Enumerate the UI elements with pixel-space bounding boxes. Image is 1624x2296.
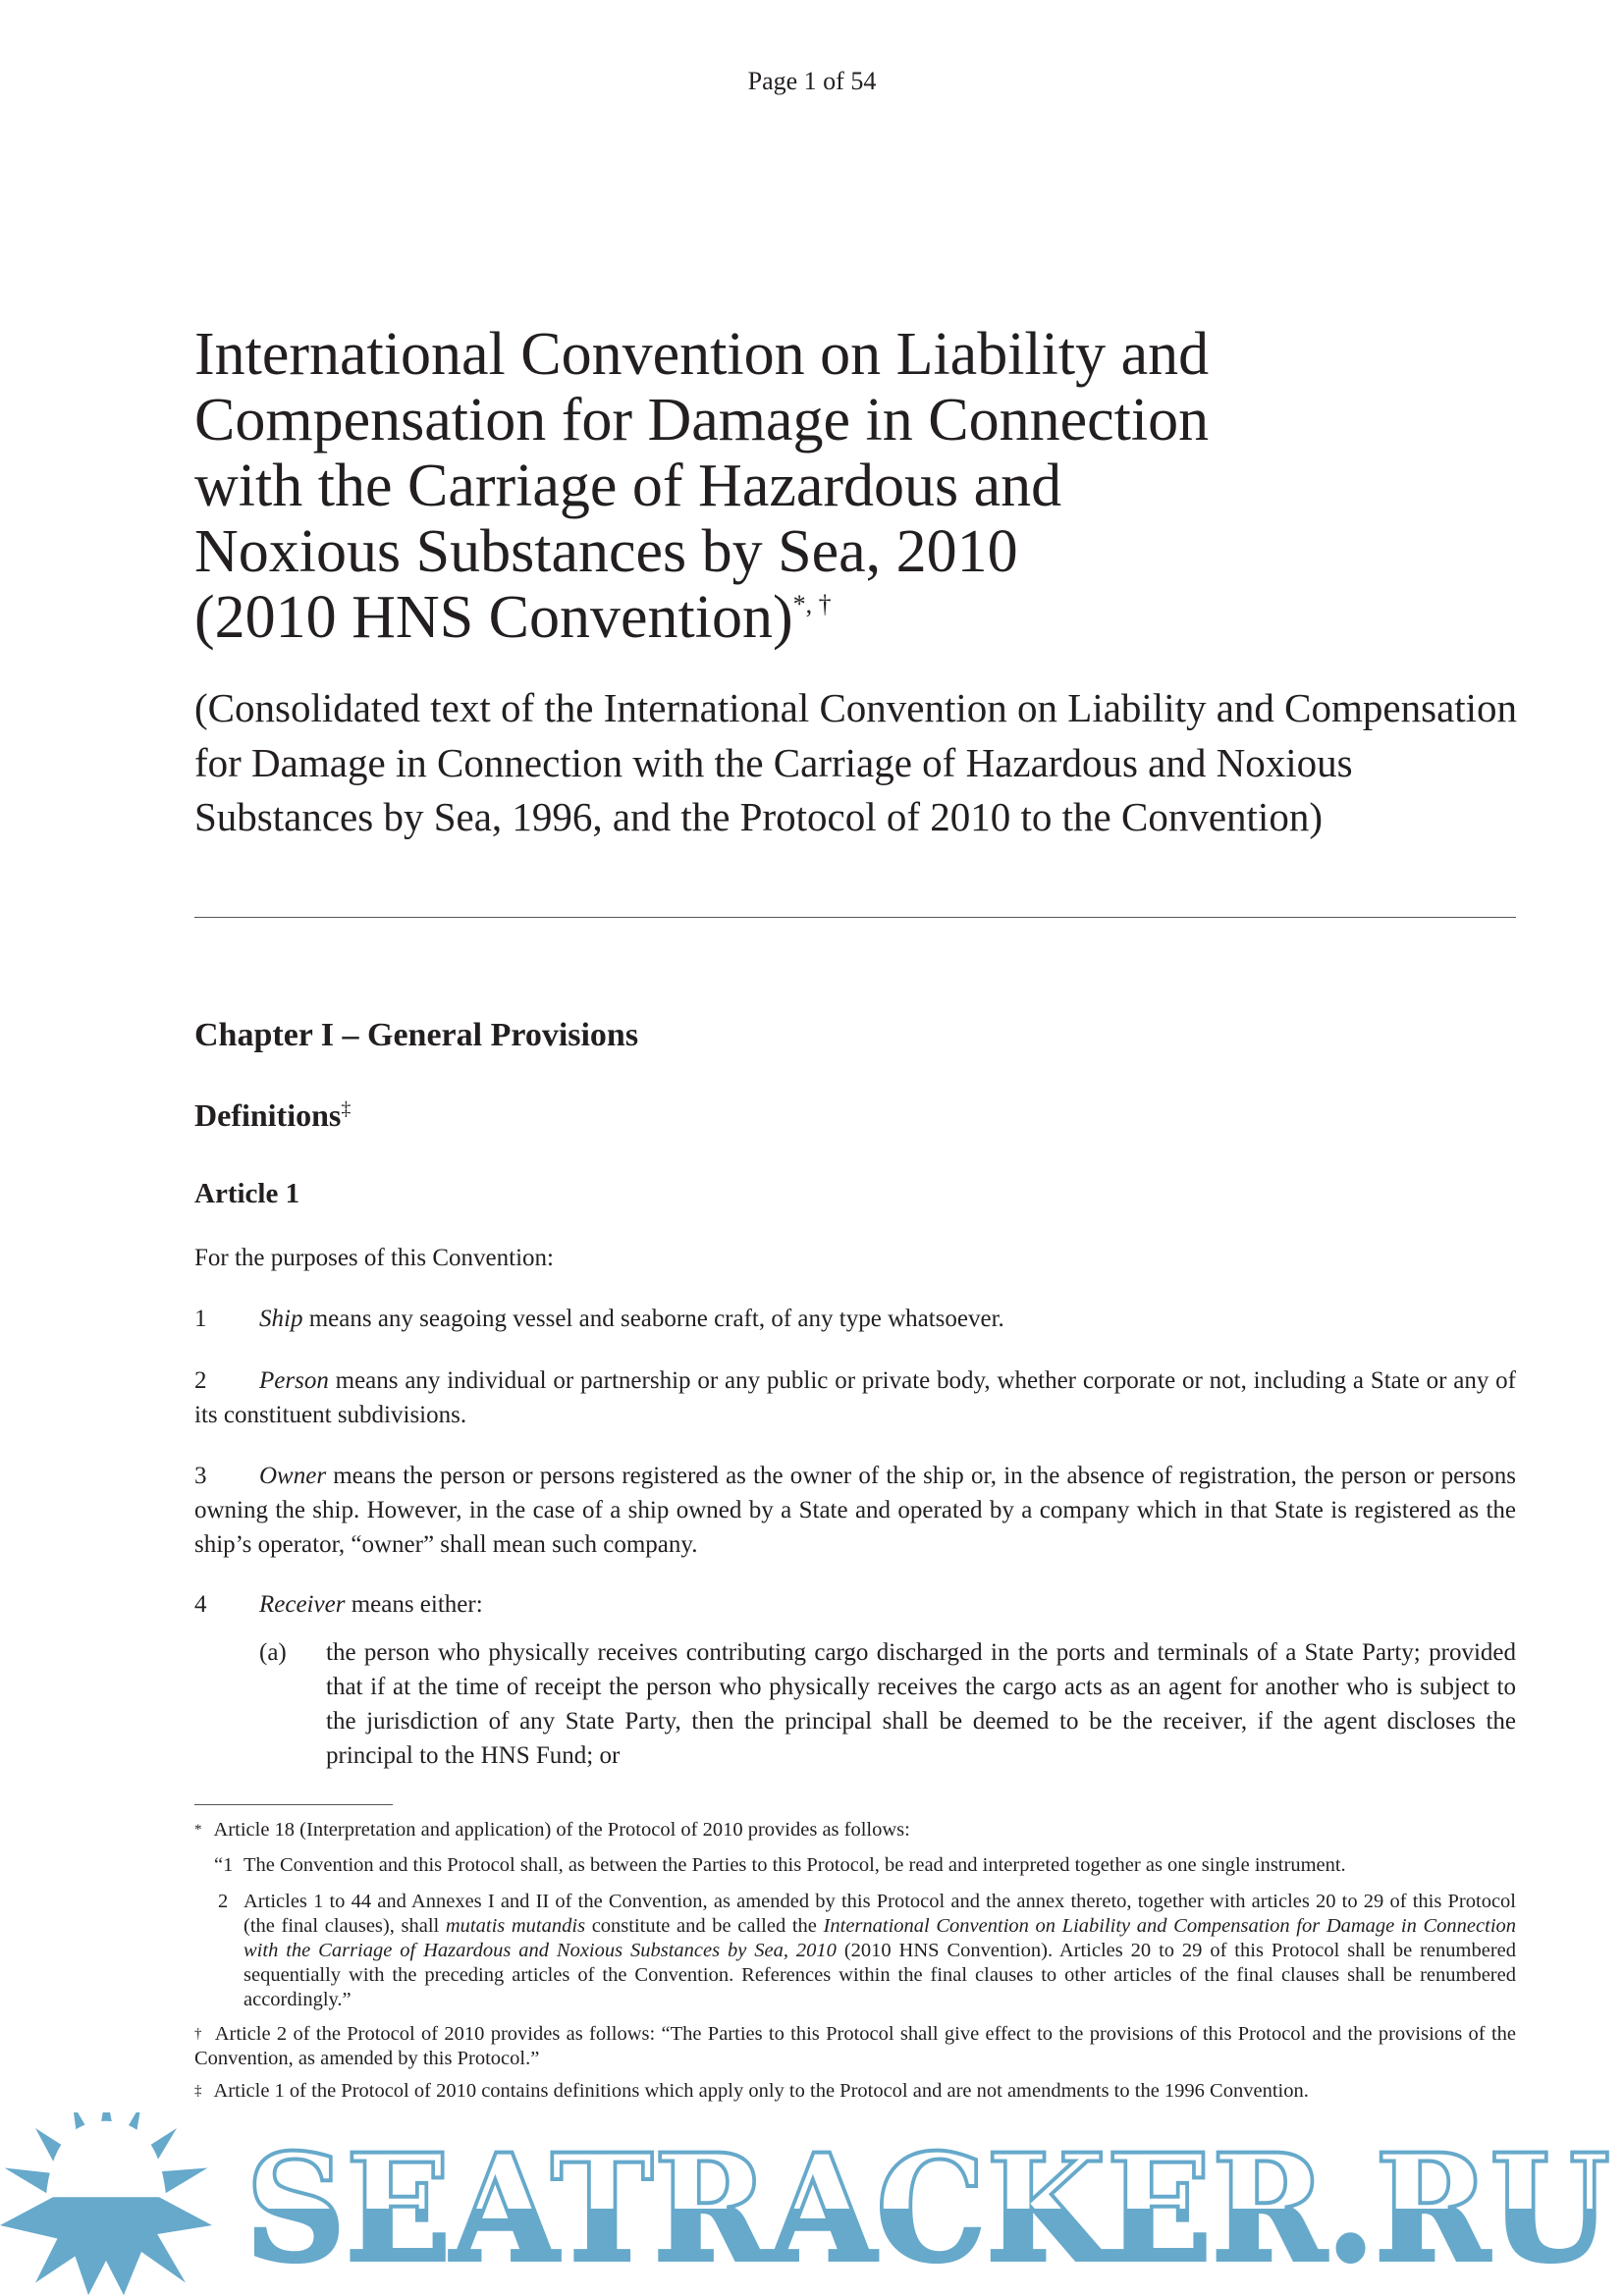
- item-text: means any individual or partnership or any public or private body, whether corporate or not, including a State or any of its constituent subdivisions.: [194, 1367, 1516, 1428]
- watermark-logo: [0, 2112, 1624, 2296]
- title-line: with the Carriage of Hazardous and: [194, 453, 1062, 519]
- definition-item: [194, 1459, 1516, 1562]
- quote-text: Articles 1 to 44 and Annexes I and II of the Convention, as amended by this Protocol and the annex thereto, together with articles 20 to 29 of this Protocol (the final clauses), shall: [244, 1891, 1516, 1937]
- chapter-heading: Chapter I – General Provisions: [194, 1017, 639, 1053]
- quote-label: “1: [214, 1854, 234, 1876]
- quote-text: (2010 HNS Convention). Articles 20 to 29 of this Protocol shall be renumbered sequentially with the preceding articles of the Convention. References within the final clauses to other articles of the final clauses shall be renumbered accordingly.”: [244, 1940, 1516, 2010]
- document-subtitle: (Consolidated text of the International Convention on Liability and Compensation for Damage in Connection with the Carriage of Hazardous and Noxious Substances by Sea, 1996, and the Protocol of 2010 to the Convention): [194, 685, 1518, 839]
- quote-text: constitute and be called the: [585, 1915, 824, 1937]
- item-number: 4: [194, 1591, 207, 1618]
- footnote-divider: [194, 1804, 393, 1805]
- item-number: 2: [194, 1367, 207, 1394]
- article-heading: Article 1: [194, 1178, 300, 1209]
- title-line: Compensation for Damage in Connection: [194, 387, 1210, 454]
- term: Receiver: [259, 1591, 346, 1618]
- intro-text: For the purposes of this Convention:: [194, 1245, 554, 1271]
- footnote: [194, 2079, 1516, 2104]
- item-text: means either:: [345, 1591, 483, 1618]
- term: Ship: [259, 1306, 303, 1332]
- footnote-mark: ‡: [194, 2083, 202, 2099]
- item-number: 1: [194, 1306, 207, 1332]
- divider: [194, 917, 1516, 918]
- sub-item-label: (a): [259, 1639, 287, 1666]
- definition-item: [194, 1302, 1516, 1336]
- definitions-label: Definitions: [194, 1097, 342, 1133]
- item-text: means the person or persons registered as the owner of the ship or, in the absence of registration, the person or persons owning the ship. However, in the case of a ship owned by a State and operated by a company which in that State is registered as the ship’s operator, “owner” shall mean such company.: [194, 1463, 1516, 1558]
- footnote-quote: [214, 1853, 1516, 1878]
- sub-item-text: the person who physically receives contributing cargo discharged in the ports and terminals of a State Party; provided that if at the time of receipt the person who physically receives the cargo acts as an agent for another who is subject to the jurisdiction of any State Party, then the principal shall be deemed to be the receiver, if the agent discloses the principal to the HNS Fund; or: [326, 1639, 1516, 1769]
- footnote-marks: *, †: [792, 590, 832, 618]
- footnote-text: Article 18 (Interpretation and application) of the Protocol of 2010 provides as follows:: [213, 1819, 910, 1841]
- footnote-mark: †: [194, 2026, 203, 2042]
- item-number: 3: [194, 1463, 207, 1489]
- section-heading: [194, 1097, 351, 1134]
- page-number: Page 1 of 54: [747, 67, 877, 95]
- quote-text: The Convention and this Protocol shall, as between the Parties to this Protocol, be read and interpreted together as one single instrument.: [244, 1854, 1346, 1876]
- document-title: [194, 322, 1530, 651]
- definition-item: [194, 1587, 1516, 1622]
- term: Owner: [259, 1463, 327, 1489]
- definition-item: [194, 1363, 1516, 1432]
- sun-icon: [0, 2112, 212, 2295]
- footnote-mark: *: [194, 1822, 202, 1838]
- footnote-mark: ‡: [341, 1097, 352, 1120]
- footnote: [194, 1818, 1516, 1842]
- term: Person: [259, 1367, 329, 1394]
- title-line: (2010 HNS Convention): [194, 584, 793, 651]
- footnote: [194, 2022, 1516, 2071]
- footnote-quote: [214, 1890, 1516, 2012]
- watermark-text: SEATRACKER.RU: [245, 2122, 1610, 2295]
- quote-italic: mutatis mutandis: [445, 1915, 586, 1937]
- item-text: means any seagoing vessel and seaborne craft, of any type whatsoever.: [302, 1306, 1004, 1332]
- footnote-text: Article 2 of the Protocol of 2010 provides as follows: “The Parties to this Protocol shall give effect to the provisions of this Protocol and the provisions of the Convention, as amended by this Protocol.”: [194, 2023, 1516, 2069]
- quote-label: 2: [218, 1891, 229, 1912]
- title-line: Noxious Substances by Sea, 2010: [194, 518, 1018, 585]
- sub-item: [259, 1635, 1516, 1773]
- title-line: International Convention on Liability and: [194, 321, 1210, 388]
- footnote-text: Article 1 of the Protocol of 2010 contains definitions which apply only to the Protocol and are not amendments to the 1996 Convention.: [213, 2080, 1309, 2102]
- quote-italic: International Convention on Liability and Compensation for Damage in Connection with the Carriage of Hazardous and Noxious Substances by Sea, 2010: [244, 1915, 1517, 1961]
